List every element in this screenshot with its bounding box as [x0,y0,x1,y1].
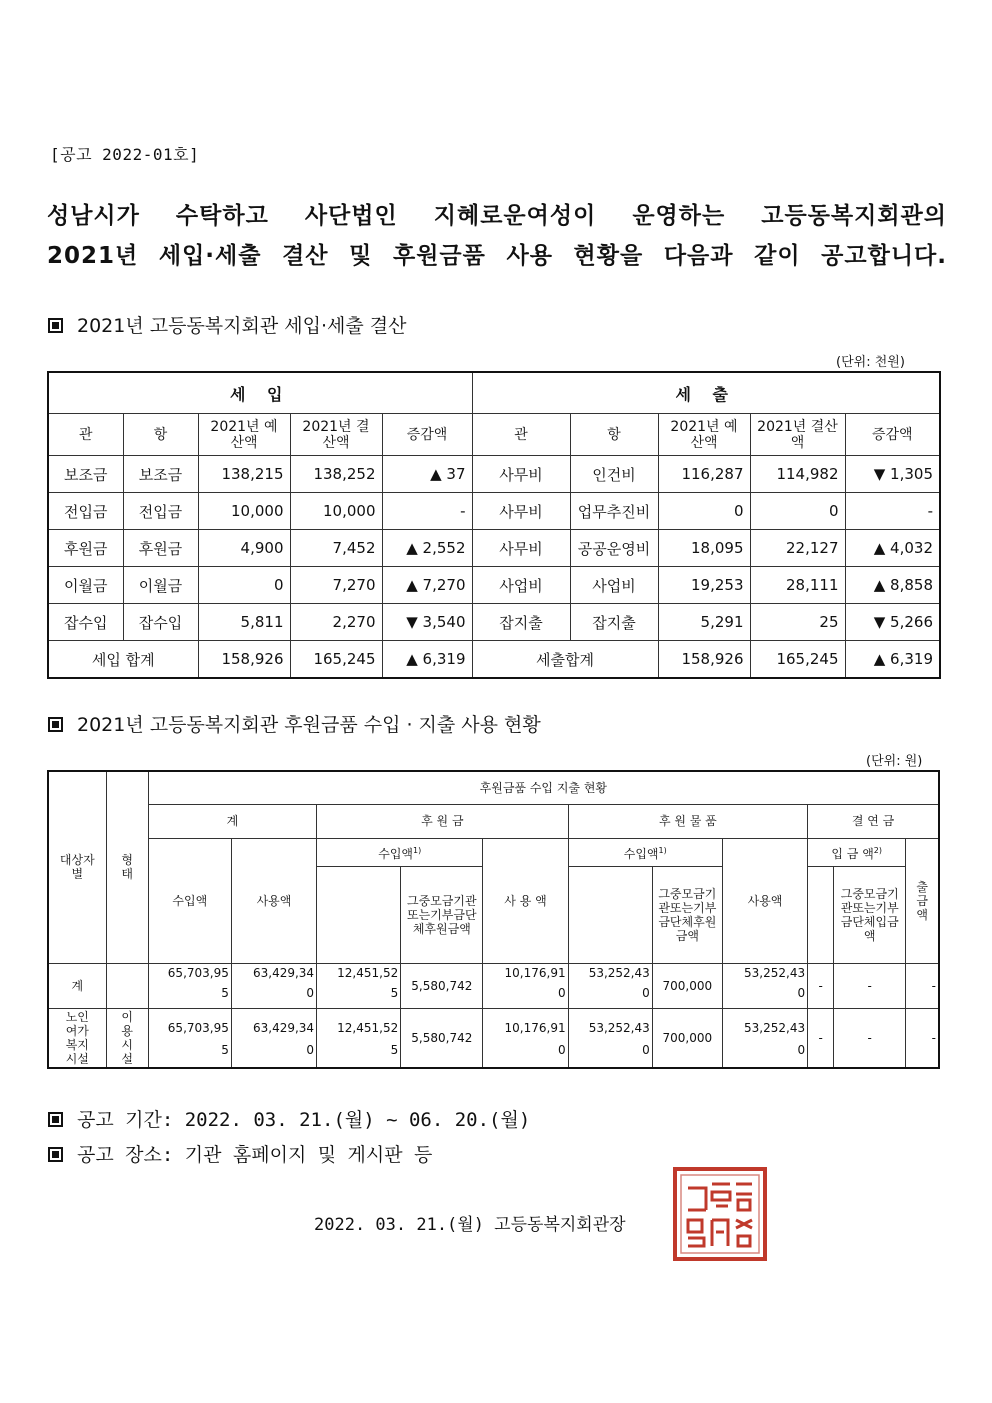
cell-line: 5 [390,1042,399,1057]
cell: ▲ 6,319 [845,641,940,679]
header-goods-income [568,838,722,866]
cell: 114,982 [750,456,845,493]
col-settle: 2021년 결산액 [750,414,845,456]
col-gwan: 관 [48,414,123,456]
notice-place-text: 공고 장소: 기관 홈페이지 및 게시판 등 [77,1144,433,1166]
cell-line: 0 [642,985,650,1000]
col-hang: 항 [123,414,198,456]
cell-line: 12,451,52 [337,1020,399,1035]
cell-line: 5 [221,985,229,1000]
cell-line: 53,252,43 [588,965,650,980]
cell: 700,000 [652,963,722,1008]
cell: 18,095 [658,530,750,567]
blank-cell [808,866,834,963]
cell: ▲ 37 [382,456,472,493]
cell: - [834,1008,906,1068]
header-sponsorship-out [906,838,939,963]
settlement-table [47,371,941,679]
header-sponsorship-out-text: 출금액 [916,879,928,922]
cell: 0 [750,493,845,530]
cell: ▲ 7,270 [382,567,472,604]
notice-period-text: 공고 기간: 2022. 03. 21.(월) ~ 06. 20.(월) [77,1109,531,1131]
cell: 5,811 [198,604,290,641]
cell: ▲ 8,858 [845,567,940,604]
expense-header: 세 출 [472,372,940,414]
header-sponsorship: 결 연 금 [808,804,939,838]
notice-period [48,1105,530,1132]
cell: 잡지출 [570,604,658,641]
total-row [48,641,940,679]
cell: 이월금 [48,567,123,604]
col-budget: 2021년 예산액 [658,414,750,456]
cell-line: 63,429,34 [252,1020,315,1035]
header-sponsorship-sub-text: 그중모금기관또는기부금단체입금액 [840,886,899,943]
header-type-text: 형태 [121,853,133,882]
header-goods-sub-text: 그중모금기관또는기부금단체후원금액 [658,886,717,943]
header-donation-sub [401,866,483,963]
cell [317,1008,401,1068]
cell-type-text: 이용시설 [121,1009,133,1066]
table-row [48,1008,939,1068]
cell-line: 53,252,43 [744,965,806,980]
col-diff: 증감액 [382,414,472,456]
square-bullet-icon [48,1112,63,1127]
cell [568,1008,652,1068]
header-donation-income [317,838,483,866]
cell-line: 53,252,43 [588,1020,650,1035]
header-donation: 후 원 금 [317,804,569,838]
cell: 2,270 [290,604,382,641]
header-use-amount: 사용액 [231,838,316,963]
blank-cell [317,866,401,963]
header-type [106,771,148,963]
table-row [48,567,940,604]
cell [317,963,401,1008]
cell: 전입금 [48,493,123,530]
cell: 165,245 [290,641,382,679]
col-diff: 증감액 [845,414,940,456]
expense-total-label: 세출합계 [472,641,658,679]
cell: 5,580,742 [401,1008,483,1068]
cell-type [106,1008,148,1068]
footnote-mark: 1) [413,845,422,855]
section1-title: 2021년 고등동복지회관 세입·세출 결산 [77,315,407,337]
section2-heading [48,710,541,737]
cell: 후원금 [48,530,123,567]
cell: - [906,963,939,1008]
revenue-header: 세 입 [48,372,472,414]
cell [568,963,652,1008]
cell: 28,111 [750,567,845,604]
header-total: 계 [148,804,316,838]
cell: 138,252 [290,456,382,493]
cell-line: 53,252,43 [744,1020,806,1035]
cell: 10,000 [198,493,290,530]
blank-cell [568,866,652,963]
notice-place [48,1140,432,1167]
cell: ▼ 1,305 [845,456,940,493]
header-income-amount: 수입액 [148,838,231,963]
cell: 전입금 [123,493,198,530]
cell [483,963,568,1008]
col-gwan: 관 [472,414,570,456]
cell: 158,926 [198,641,290,679]
notice-number: [공고 2022-01호] [50,145,200,164]
cell: 19,253 [658,567,750,604]
cell: 인건비 [570,456,658,493]
cell [231,963,316,1008]
cell-line: 12,451,52 [337,965,399,980]
intro-line-2: 2021년 세입·세출 결산 및 후원금품 사용 현황을 다음과 같이 공고합니다. [47,243,947,269]
cell: 5,580,742 [401,963,483,1008]
cell-line: 5 [221,1042,229,1057]
revenue-total-label: 세입 합계 [48,641,198,679]
cell: 7,452 [290,530,382,567]
cell-type [106,963,148,1008]
cell [231,1008,316,1068]
cell: - [808,1008,834,1068]
cell: 700,000 [652,1008,722,1068]
cell-line: 10,176,91 [504,1020,566,1035]
cell-line: 0 [557,1042,566,1057]
header-donation-income-text: 수입액 [378,846,414,861]
cell: 이월금 [123,567,198,604]
header-goods-sub [652,866,722,963]
cell-line: 0 [557,985,566,1000]
cell-line: 5 [390,985,399,1000]
intro-paragraph [47,196,947,276]
cell: 4,900 [198,530,290,567]
cell: 사업비 [570,567,658,604]
cell: - [906,1008,939,1068]
header-target [48,771,106,963]
col-hang: 항 [570,414,658,456]
cell [722,1008,807,1068]
header-sponsorship-income-text: 입 금 액 [831,846,874,861]
cell: ▲ 6,319 [382,641,472,679]
cell: 사무비 [472,530,570,567]
cell: 잡수입 [123,604,198,641]
cell: 잡지출 [472,604,570,641]
cell-line: 0 [306,985,315,1000]
cell: 보조금 [48,456,123,493]
table-row [48,493,940,530]
table-row [48,963,939,1008]
header-goods-use: 사용액 [722,838,807,963]
cell-line: 0 [306,1042,315,1057]
cell-line: 65,703,95 [167,1020,229,1035]
section1-unit: (단위: 천원) [836,355,905,370]
cell [148,1008,231,1068]
cell: 후원금 [123,530,198,567]
header-goods: 후 원 물 품 [568,804,808,838]
cell-line: 65,703,95 [167,965,229,980]
intro-line-1: 성남시가 수탁하고 사단법인 지혜로운여성이 운영하는 고등동복지회관의 [47,203,947,229]
col-settle: 2021년 결산액 [290,414,382,456]
cell: 잡수입 [48,604,123,641]
header-sponsorship-income [808,838,906,866]
cell: 업무추진비 [570,493,658,530]
cell-target: 계 [48,963,106,1008]
cell: ▲ 2,552 [382,530,472,567]
cell: 0 [198,567,290,604]
cell-target [48,1008,106,1068]
signature-line: 2022. 03. 21.(월) 고등동복지회관장 [314,1215,626,1235]
header-status: 후원금품 수입 지출 현황 [148,771,939,804]
header-target-text: 대상자별 [59,853,95,882]
header-donation-sub-text: 그중모금기관또는기부금단체후원금액 [407,893,477,936]
cell-line: 63,429,34 [252,965,315,980]
cell: 116,287 [658,456,750,493]
cell: 25 [750,604,845,641]
official-seal-icon [672,1166,768,1262]
cell: 7,270 [290,567,382,604]
cell: 사업비 [472,567,570,604]
col-budget: 2021년 예산액 [198,414,290,456]
table-row [48,604,940,641]
cell: ▲ 4,032 [845,530,940,567]
cell: ▼ 3,540 [382,604,472,641]
cell-line: 0 [797,985,806,1000]
cell-line: 0 [642,1042,650,1057]
square-bullet-icon [48,318,63,333]
cell: - [382,493,472,530]
table-row [48,456,940,493]
section1-heading [48,311,406,338]
header-goods-income-text: 수입액 [623,846,659,861]
cell: 158,926 [658,641,750,679]
cell: - [834,963,906,1008]
cell-line: 0 [797,1042,806,1057]
header-donation-use: 사 용 액 [483,838,568,963]
cell: - [808,963,834,1008]
section2-title: 2021년 고등동복지회관 후원금품 수입 · 지출 사용 현황 [77,714,541,736]
cell: 138,215 [198,456,290,493]
cell: 5,291 [658,604,750,641]
square-bullet-icon [48,717,63,732]
cell [148,963,231,1008]
cell: 사무비 [472,493,570,530]
table-row [48,530,940,567]
footnote-mark: 1) [658,845,667,855]
cell [722,963,807,1008]
square-bullet-icon [48,1147,63,1162]
cell: 사무비 [472,456,570,493]
cell: 10,000 [290,493,382,530]
cell: 165,245 [750,641,845,679]
donation-table [47,770,940,1069]
cell-line: 10,176,91 [504,965,566,980]
cell: 22,127 [750,530,845,567]
cell: 0 [658,493,750,530]
cell [483,1008,568,1068]
footnote-mark: 2) [873,845,882,855]
cell: - [845,493,940,530]
cell: 공공운영비 [570,530,658,567]
section2-unit: (단위: 원) [866,754,923,769]
cell-target-text: 노인여가복지시설 [65,1009,89,1066]
header-sponsorship-sub [834,866,906,963]
cell: 보조금 [123,456,198,493]
cell: ▼ 5,266 [845,604,940,641]
